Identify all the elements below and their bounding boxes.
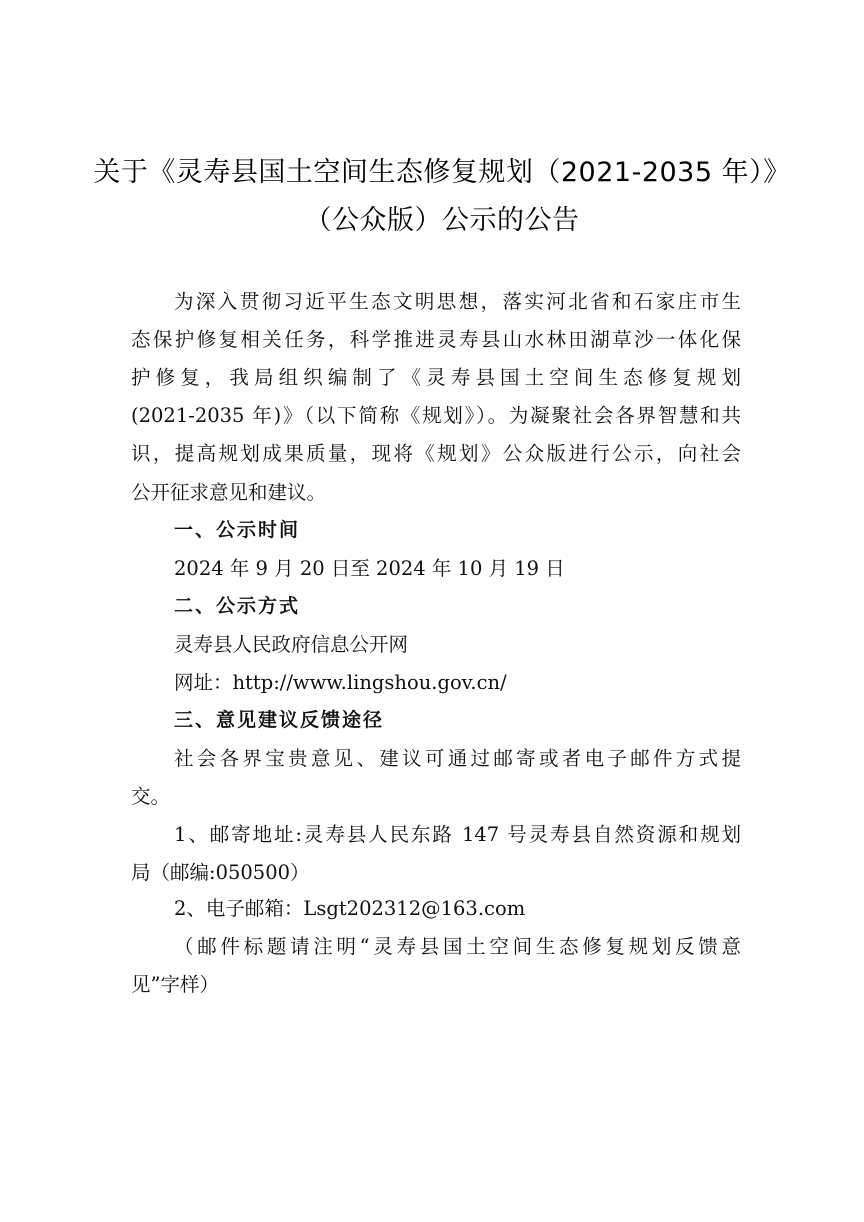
- section-heading-time: 一、公示时间: [174, 519, 301, 541]
- email-note-line-2: 见”字样）: [131, 973, 219, 996]
- title-line-2: （公众版）公示的公告: [304, 205, 580, 236]
- website-url: 网址：http://www.lingshou.gov.cn/: [174, 671, 507, 694]
- section-heading-feedback: 三、意见建议反馈途径: [174, 709, 385, 731]
- email-address: 2、电子邮箱：Lsgt202312@163.com: [174, 897, 526, 920]
- section-heading-method: 二、公示方式: [174, 595, 301, 617]
- intro-line-3: 护修复，我局组织编制了《灵寿县国土空间生态修复规划: [131, 366, 741, 389]
- intro-line-1: 为深入贯彻习近平生态文明思想，落实河北省和石家庄市生: [174, 290, 741, 313]
- notice-method-text: 灵寿县人民政府信息公开网: [174, 633, 409, 656]
- intro-line-4: (2021-2035 年)》（以下简称《规划》）。为凝聚社会各界智慧和共: [131, 404, 741, 427]
- intro-line-2: 态保护修复相关任务，科学推进灵寿县山水林田湖草沙一体化保: [131, 328, 741, 351]
- notice-period-text: 2024 年 9 月 20 日至 2024 年 10 月 19 日: [174, 557, 565, 580]
- email-note-line-1: （邮件标题请注明“灵寿县国土空间生态修复规划反馈意: [174, 935, 741, 958]
- title-line-1: 关于《灵寿县国土空间生态修复规划（2021-2035 年）》: [93, 157, 791, 188]
- feedback-text-line-1: 社会各界宝贵意见、建议可通过邮寄或者电子邮件方式提: [174, 747, 741, 770]
- mail-address-line-2: 局（邮编:050500）: [131, 861, 310, 884]
- intro-line-5: 识，提高规划成果质量，现将《规划》公众版进行公示，向社会: [131, 442, 741, 465]
- mail-address-line-1: 1、邮寄地址:灵寿县人民东路 147 号灵寿县自然资源和规划: [174, 823, 741, 846]
- intro-line-6: 公开征求意见和建议。: [131, 481, 327, 504]
- feedback-text-line-2: 交。: [131, 785, 171, 808]
